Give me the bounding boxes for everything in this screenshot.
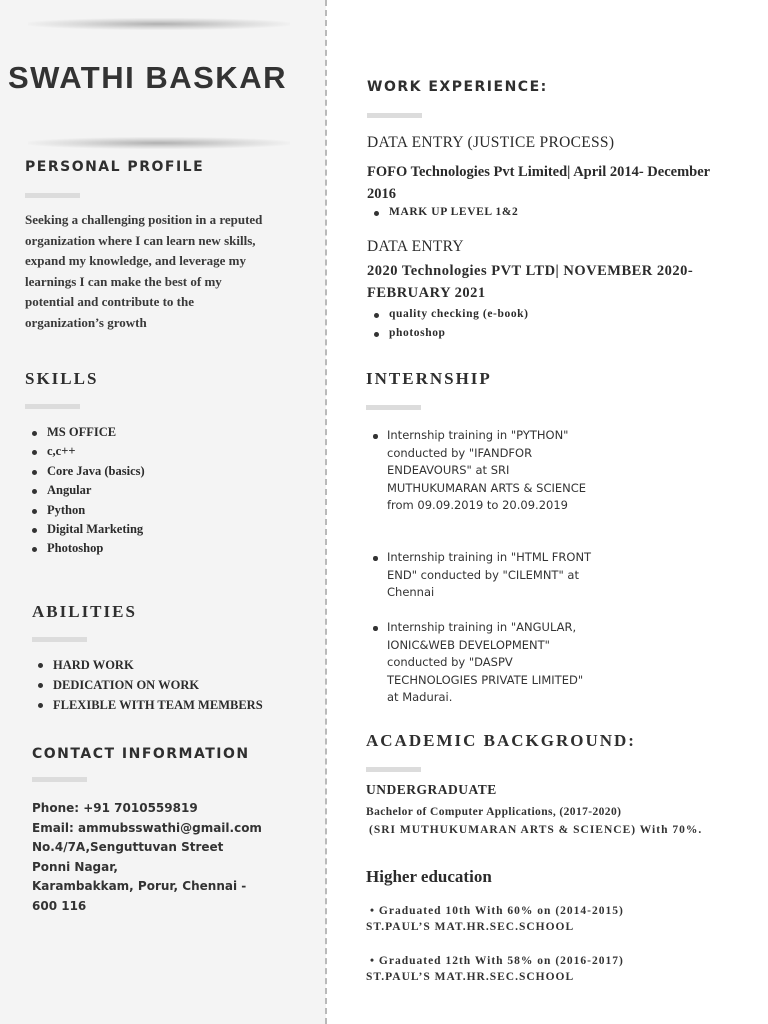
job-bullets xyxy=(368,305,529,343)
list-item: quality checking (e-book) xyxy=(368,305,529,324)
school-name: ST.PAUL’S MAT.HR.SEC.SCHOOL xyxy=(366,921,575,933)
academic-heading: ACADEMIC BACKGROUND: xyxy=(366,731,636,750)
list-item: HARD WORK xyxy=(32,655,263,675)
skills-underline xyxy=(25,404,80,409)
job-role: DATA ENTRY xyxy=(367,238,464,255)
left-column xyxy=(0,0,326,1024)
email-text: Email: ammubsswathi@gmail.com xyxy=(32,820,262,835)
contact-heading: CONTACT INFORMATION xyxy=(32,746,250,762)
work-heading: WORK EXPERIENCE: xyxy=(367,79,548,95)
bullet-icon: • xyxy=(370,955,379,967)
education-item xyxy=(370,955,624,967)
education-line: Graduated 10th With 60% on (2014-2015) xyxy=(378,905,624,917)
internship-item xyxy=(366,619,596,707)
profile-underline xyxy=(25,193,80,198)
ug-title: UNDERGRADUATE xyxy=(366,782,497,797)
academic-underline xyxy=(366,767,421,772)
profile-heading: PERSONAL PROFILE xyxy=(25,159,205,175)
list-item: c,c++ xyxy=(26,442,145,461)
profile-text: Seeking a challenging position in a reputed organization where I can learn new skills, expand my knowledge, and leverage my learnings I can make the best of my potential and contribute to the organization’s growth xyxy=(25,212,263,330)
higher-education-title: Higher education xyxy=(366,867,492,886)
contact-underline xyxy=(32,777,87,782)
address-line: 600 116 xyxy=(32,898,87,913)
ug-degree: Bachelor of Computer Applications, (2017-2020) xyxy=(366,806,622,818)
internship-item xyxy=(366,427,596,515)
ug-college: (SRI MUTHUKUMARAN ARTS & SCIENCE) With 70%. xyxy=(369,824,703,836)
list-item: MS OFFICE xyxy=(26,423,145,442)
list-item: Core Java (basics) xyxy=(26,462,145,481)
work-underline xyxy=(367,113,422,118)
education-line: Graduated 12th With 58% on (2016-2017) xyxy=(378,955,624,967)
bullet-icon: • xyxy=(370,905,379,917)
job-bullets xyxy=(368,203,518,222)
candidate-name: SWATHI BASKAR xyxy=(8,60,287,95)
decorative-shadow-bottom xyxy=(28,137,290,149)
education-item xyxy=(370,905,624,917)
list-item: DEDICATION ON WORK xyxy=(32,675,263,695)
job-company: FOFO Technologies Pvt Limited| April 2014- December 2016 xyxy=(367,164,710,202)
internship-underline xyxy=(366,405,421,410)
list-item: MARK UP LEVEL 1&2 xyxy=(368,203,518,222)
internship-heading: INTERNSHIP xyxy=(366,369,492,388)
list-item: Photoshop xyxy=(26,539,145,558)
list-item: Internship training in "PYTHON" conducted by "IFANDFOR ENDEAVOURS" at SRI MUTHUKUMARAN ARTS & SCIENCE from 09.09.2019 to 20.09.2019 xyxy=(366,427,596,515)
list-item: Digital Marketing xyxy=(26,520,145,539)
address-line: Ponni Nagar, xyxy=(32,859,118,874)
skills-heading: SKILLS xyxy=(25,369,99,388)
internship-item xyxy=(366,549,596,602)
abilities-list xyxy=(32,655,263,715)
school-name: ST.PAUL’S MAT.HR.SEC.SCHOOL xyxy=(366,971,575,983)
list-item: photoshop xyxy=(368,324,529,343)
list-item: Python xyxy=(26,501,145,520)
list-item: FLEXIBLE WITH TEAM MEMBERS xyxy=(32,695,263,715)
abilities-heading: ABILITIES xyxy=(32,602,137,621)
list-item: Angular xyxy=(26,481,145,500)
phone-text: Phone: +91 7010559819 xyxy=(32,801,198,815)
address-line: Karambakkam, Porur, Chennai - xyxy=(32,879,247,894)
contact-info xyxy=(32,799,292,917)
job-company: 2020 Technologies PVT LTD| NOVEMBER 2020- FEBRUARY 2021 xyxy=(367,263,694,301)
job-role: DATA ENTRY (JUSTICE PROCESS) xyxy=(367,134,615,151)
list-item: Internship training in "HTML FRONT END" conducted by "CILEMNT" at Chennai xyxy=(366,549,596,602)
decorative-shadow-top xyxy=(28,18,290,30)
abilities-underline xyxy=(32,637,87,642)
skills-list xyxy=(26,423,145,559)
address-line: No.4/7A,Senguttuvan Street xyxy=(32,840,224,855)
column-divider xyxy=(325,0,327,1024)
list-item: Internship training in "ANGULAR, IONIC&WEB DEVELOPMENT" conducted by "DASPV TECHNOLOGIES PRIVATE LIMITED" at Madurai. xyxy=(366,619,596,707)
